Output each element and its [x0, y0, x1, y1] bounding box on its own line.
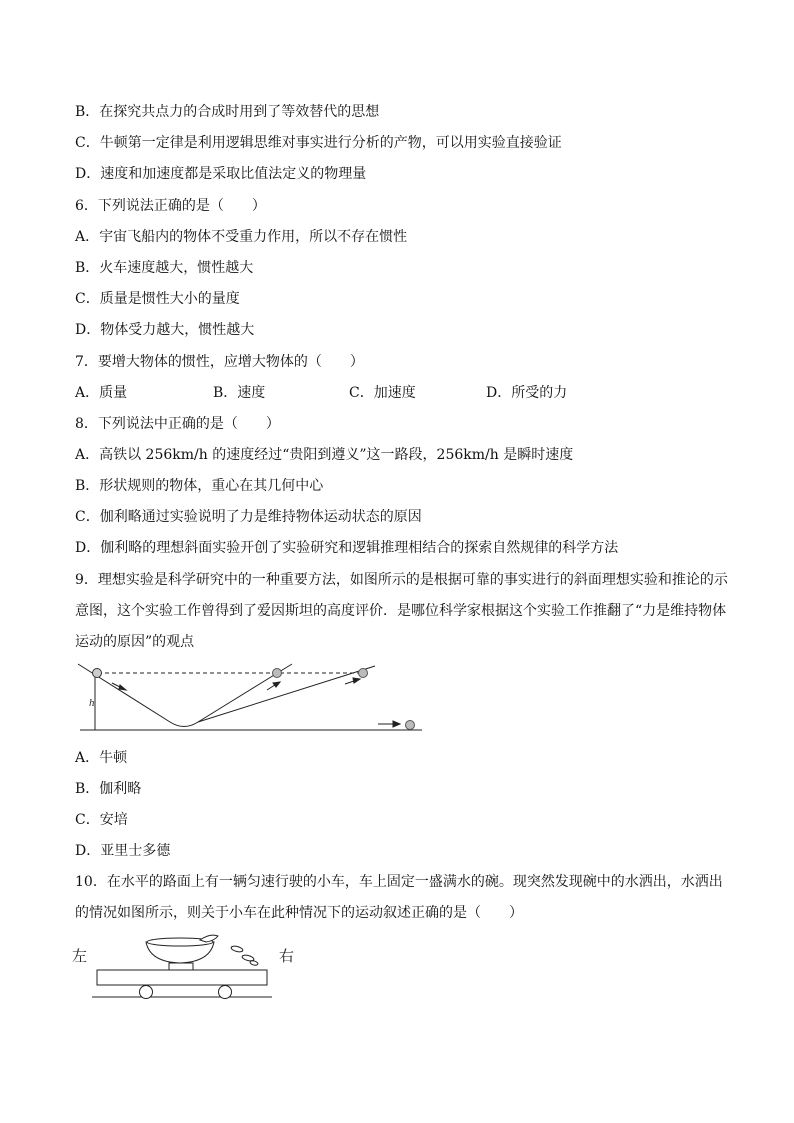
q8-stem: 8．下列说法中正确的是（ ） — [75, 416, 280, 432]
q6-option-c: C．质量是惯性大小的量度 — [75, 291, 240, 307]
q7-option-c: C．加速度 — [349, 385, 416, 401]
q7-option-a: A．质量 — [75, 385, 128, 401]
right-label: 右 — [279, 947, 295, 965]
left-label: 左 — [72, 947, 88, 965]
q9-stem-line-2: 意图，这个实验工作曾得到了爱因斯坦的高度评价．是哪位科学家根据这个实验工作推翻了“力是维持物体 — [75, 603, 727, 619]
q9-option-d: D．亚里士多德 — [75, 843, 171, 859]
cart-bowl-figure — [68, 932, 308, 1004]
q5-option-b: B．在探究共点力的合成时用到了等效替代的思想 — [75, 104, 380, 120]
bowl-base — [169, 963, 193, 970]
gentle-slope — [198, 666, 375, 722]
wheel-left — [140, 986, 153, 999]
ball-start — [93, 669, 102, 678]
q7-stem: 7．要增大物体的惯性，应增大物体的（ ） — [75, 354, 364, 370]
q8-option-b: B．形状规则的物体，重心在其几何中心 — [75, 478, 324, 494]
q7-option-b: B．速度 — [213, 385, 266, 401]
q6-option-a: A．宇宙飞船内的物体不受重力作用，所以不存在惯性 — [75, 229, 408, 245]
q6-option-d: D．物体受力越大，惯性越大 — [75, 322, 255, 338]
q10-stem-line-1: 10．在水平的路面上有一辆匀速行驶的小车，车上固定一盛满水的碗。现突然发现碗中的水洒出，水洒出 — [75, 874, 723, 890]
inclined-plane-figure — [70, 658, 430, 738]
q9-option-a: A．牛顿 — [75, 750, 128, 766]
wheel-right — [219, 986, 232, 999]
water-drop-1 — [231, 945, 244, 953]
q7-option-d: D．所受的力 — [486, 385, 568, 401]
q8-option-c: C．伽利略通过实验说明了力是维持物体运动状态的原因 — [75, 509, 422, 525]
ball-steep — [273, 669, 282, 678]
cart-body — [97, 970, 267, 985]
ball-level — [406, 721, 415, 730]
q9-option-b: B．伽利略 — [75, 781, 142, 797]
q10-stem-line-2: 的情况如图所示，则关于小车在此种情况下的运动叙述正确的是（ ） — [75, 905, 523, 921]
q5-option-c: C．牛顿第一定律是利用逻辑思维对事实进行分析的产物，可以用实验直接验证 — [75, 135, 562, 151]
q5-option-d: D．速度和加速度都是采取比值法定义的物理量 — [75, 166, 367, 182]
water-drop-3 — [250, 960, 259, 966]
q9-option-c: C．安培 — [75, 812, 128, 828]
q8-option-a: A．高铁以 256km/h 的速度经过“贵阳到遵义”这一路段，256km/h 是瞬时速度 — [75, 447, 574, 463]
q6-stem: 6．下列说法正确的是（ ） — [75, 198, 266, 214]
height-label: h — [89, 699, 95, 709]
q9-stem-line-3: 运动的原因”的观点 — [75, 634, 195, 650]
q9-stem-line-1: 9．理想实验是科学研究中的一种重要方法，如图所示的是根据可靠的事实进行的斜面理想实验和推论的示 — [75, 572, 728, 588]
water-splash — [200, 935, 218, 942]
q8-option-d: D．伽利略的理想斜面实验开创了实验研究和逻辑推理相结合的探索自然规律的科学方法 — [75, 540, 619, 556]
ball-gentle — [359, 669, 368, 678]
q6-option-b: B．火车速度越大，惯性越大 — [75, 260, 254, 276]
